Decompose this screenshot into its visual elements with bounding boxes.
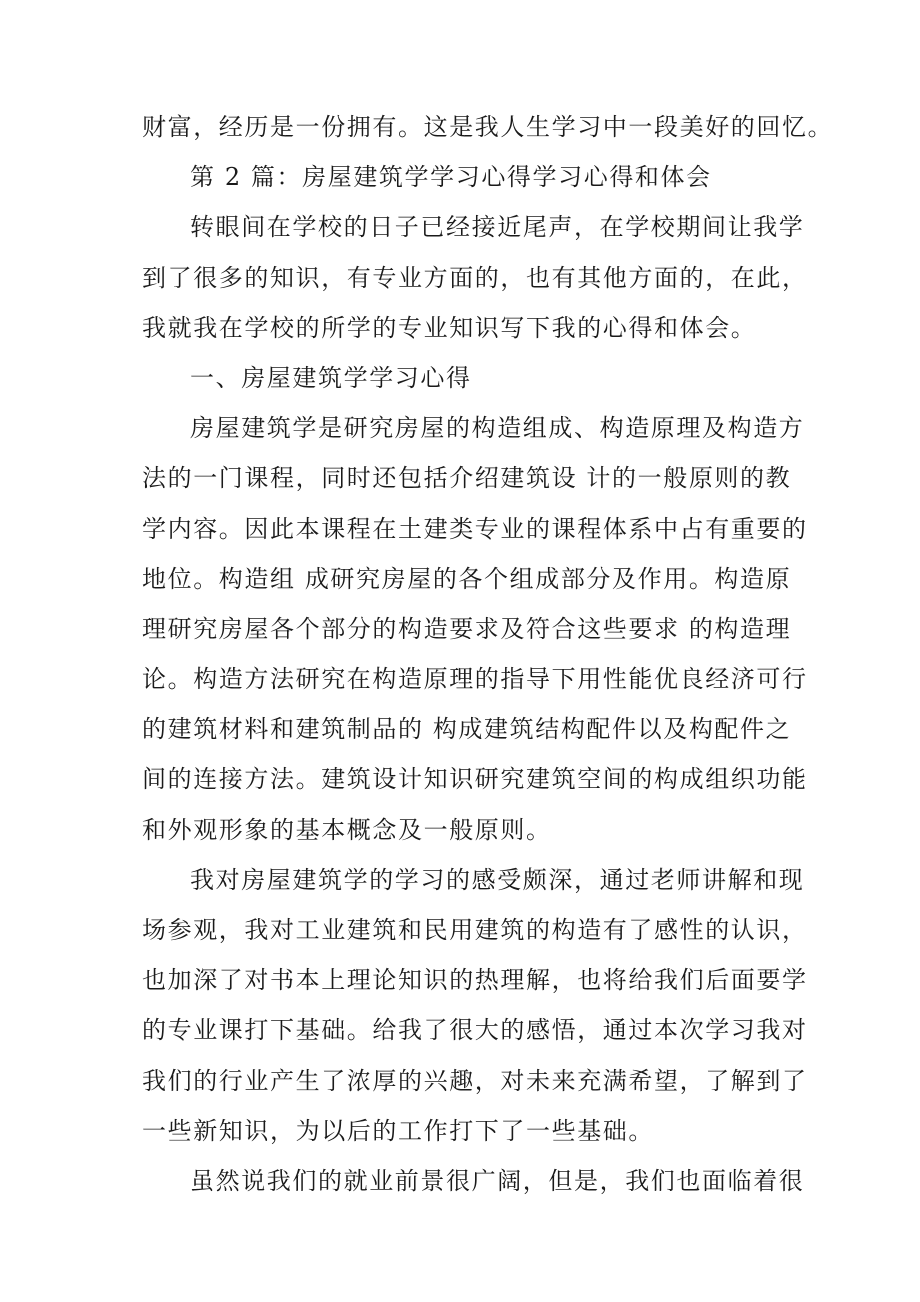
text-line-13: 的建筑材料和建筑制品的 构成建筑结构配件以及构配件之 (142, 715, 792, 744)
text-line-17: 场参观，我对工业建筑和民用建筑的构造有了感性的认识， (142, 916, 808, 944)
document-body (142, 102, 834, 1206)
text-line-22: 虽然说我们的就业前景很广阔，但是，我们也面临着很 (190, 1166, 805, 1195)
text-line-11: 理研究房屋各个部分的构造要求及符合这些要求 的构造理 (142, 614, 792, 643)
text-line-14: 间的连接方法。建筑设计知识研究建筑空间的构成组织功能 (142, 765, 808, 794)
text-line-21: 一些新知识，为以后的工作打下了一些基础。 (142, 1116, 654, 1145)
section-heading-part-2: 第 2 篇：房屋建筑学学习心得学习心得和体会 (190, 163, 712, 192)
text-line-5: 我就我在学校的所学的专业知识写下我的心得和体会。 (142, 313, 757, 342)
text-line-18: 也加深了对书本上理论知识的热理解，也将给我们后面要学 (142, 966, 808, 995)
text-line-7: 房屋建筑学是研究房屋的构造组成、构造原理及构造方 (190, 414, 805, 443)
text-line-15: 和外观形象的基本概念及一般原则。 (142, 815, 552, 844)
text-line-12: 论。构造方法研究在构造原理的指导下用性能优良经济可行 (142, 665, 808, 694)
text-line-10: 地位。构造组 成研究房屋的各个组成部分及作用。构造原 (142, 564, 792, 593)
text-line-8: 法的一门课程，同时还包括介绍建筑设 计的一般原则的教 (142, 464, 792, 493)
text-line-1: 财富，经历是一份拥有。这是我人生学习中一段美好的回忆。 (142, 113, 834, 141)
text-line-16: 我对房屋建筑学的学习的感受颇深，通过老师讲解和现 (190, 865, 805, 894)
subheading-architecture-notes: 一、房屋建筑学学习心得 (190, 363, 472, 392)
text-line-19: 的专业课打下基础。给我了很大的感悟，通过本次学习我对 (142, 1016, 808, 1045)
text-line-4: 到了很多的知识，有专业方面的，也有其他方面的，在此， (142, 263, 808, 292)
text-line-3: 转眼间在学校的日子已经接近尾声，在学校期间让我学 (190, 213, 805, 242)
text-line-20: 我们的行业产生了浓厚的兴趣，对未来充满希望，了解到了 (142, 1066, 808, 1095)
text-line-9: 学内容。因此本课程在土建类专业的课程体系中占有重要的 (142, 514, 808, 543)
